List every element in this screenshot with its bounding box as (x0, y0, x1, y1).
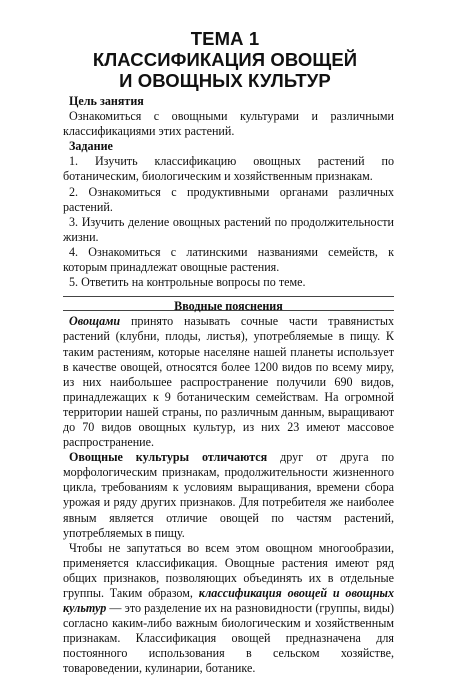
task-item-4: 4. Ознакомиться с латинскими названиями семейств, к которым принадлежат овощные растения. (63, 244, 394, 275)
intro-paragraph-3 (63, 541, 394, 677)
intro-paragraph-3-start: Чтобы не запутаться во всем этом овощном многообразии, применяется классификация. Овощные растения имеют ряд общих признаков, позволяющих объединять их в отдельные группы. Таким образом, (63, 540, 394, 600)
task-item-2: 2. Ознакомиться с продуктивными органами различных растений. (63, 184, 394, 214)
term-vegetables: Овощами (69, 314, 121, 329)
task-item-5: 5. Ответить на контрольные вопросы по теме. (69, 275, 306, 290)
intro-heading: Вводные пояснения (174, 299, 283, 314)
title-line-topic: ТЕМА 1 (190, 28, 260, 49)
document-body (63, 94, 394, 677)
goal-text: Ознакомиться с овощными культурами и различными классификациями этих растений. (63, 109, 394, 139)
intro-paragraph-2 (63, 450, 394, 541)
title-line-classification: КЛАССИФИКАЦИЯ ОВОЩЕЙ (92, 49, 358, 70)
title-line-cultures: И ОВОЩНЫХ КУЛЬТУР (119, 70, 331, 91)
intro-paragraph-2-text: друг от друга по морфологическим признакам, продолжительности жизненного цикла, требованиям к условиям выращивания, времени сбора урожая и ряду других признаков. Для потребителя же наиболее явным является отличие овощей по частям растений, употребляемых в пищу. (63, 450, 394, 540)
task-heading: Задание (69, 139, 113, 154)
task-item-3: 3. Изучить деление овощных растений по продолжительности жизни. (63, 214, 394, 244)
page-title (0, 28, 450, 91)
section-divider (63, 296, 394, 297)
term-classification: классификация овощей и овощных культур (63, 586, 394, 616)
intro-paragraph-1-text: принято называть сочные части травянистых растений (клубни, плоды, листья), употребляемые в пищу. К таким растениям, которые населяне нашей планеты использует в качестве овощей, относятся более 1200 видов по всему миру, из них наибольшее распространение получили 690 видов, принадлежащих к 9 ботаническим семействам. На огромной территории нашей страны, по различным данным, выращивают до 70 видов овощных культур, из них 23 имеют массовое распространение. (63, 314, 394, 450)
intro-paragraph-1 (63, 314, 394, 450)
intro-paragraph-3-text: — это разделение их на разновидности (группы, виды) согласно каким-либо важным биологическим и хозяйственным признакам. Классификация овощей предназначена для постоянного использования в сельском хозяйстве, товароведении, кулинарии, ботанике. (63, 601, 394, 676)
task-item-1: 1. Изучить классификацию овощных растений по ботаническим, биологическим и хозяйственным признакам. (63, 154, 394, 184)
goal-heading: Цель занятия (69, 94, 144, 108)
term-cultures-differ: Овощные культуры отличаются (69, 450, 268, 465)
